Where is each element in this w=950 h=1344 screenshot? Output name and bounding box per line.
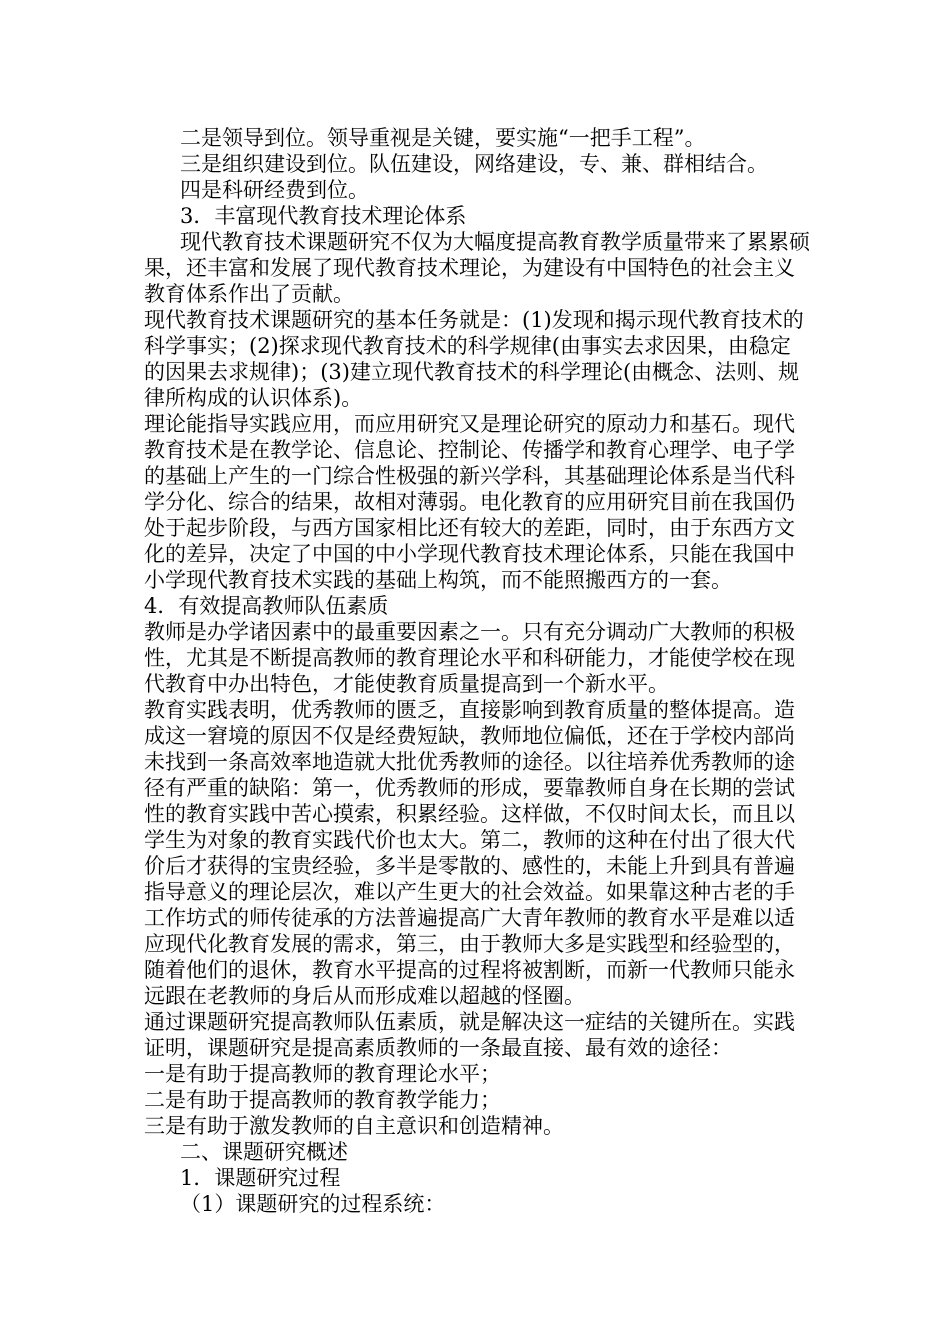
section-heading-overview: 二、课题研究概述 xyxy=(180,1140,348,1164)
paragraph-research-key: 通过课题研究提高教师队伍素质，就是解决这一症结的关键所在。实践证明，课题研究是提高素质教师的一条最直接、最有效的途径： xyxy=(144,1010,795,1060)
paragraph-theory-intro: 现代教育技术课题研究不仅为大幅度提高教育教学质量带来了累累硕果，还丰富和发展了现代教育技术理论，为建设有中国特色的社会主义教育体系作出了贡献。 xyxy=(144,230,810,306)
document-body xyxy=(144,125,810,1217)
list-item-creativity: 三是有助于激发教师的自主意识和创造精神。 xyxy=(144,1114,564,1138)
section-heading-teachers: 4．有效提高教师队伍素质 xyxy=(144,594,389,618)
subsection-heading-process: 1．课题研究过程 xyxy=(180,1166,341,1190)
paragraph-teacher-shortage: 教育实践表明，优秀教师的匮乏，直接影响到教育质量的整体提高。造成这一窘境的原因不仅是经费短缺，教师地位偏低，还在于学校内部尚未找到一条高效率地造就大批优秀教师的途径。以往培养优秀教师的途径有严重的缺陷：第一，优秀教师的形成，要靠教师自身在长期的尝试性的教育实践中苦心摸索，积累经验。这样做，不仅时间太长，而且以学生为对象的教育实践代价也太大。第二，教师的这种在付出了很大代价后才获得的宝贵经验，多半是零散的、感性的，未能上升到具有普遍指导意义的理论层次，难以产生更大的社会效益。如果靠这种古老的手工作坊式的师传徒承的方法普遍提高广大青年教师的教育水平是难以适应现代化教育发展的需求，第三，由于教师大多是实践型和经验型的，随着他们的退休，教育水平提高的过程将被割断，而新一代教师只能永远跟在老教师的身后从而形成难以超越的怪圈。 xyxy=(144,698,795,1008)
paragraph-funding: 四是科研经费到位。 xyxy=(180,178,369,202)
list-item-theory-level: 一是有助于提高教师的教育理论水平； xyxy=(144,1062,501,1086)
paragraph-leadership: 二是领导到位。领导重视是关键，要实施“一把手工程”。 xyxy=(180,126,706,150)
list-item-teaching-ability: 二是有助于提高教师的教育教学能力； xyxy=(144,1088,501,1112)
paragraph-teacher-importance: 教师是办学诸因素中的最重要因素之一。只有充分调动广大教师的积极性，尤其是不断提高教师的教育理论水平和科研能力，才能使学校在现代教育中办出特色，才能使教育质量提高到一个新水平。 xyxy=(144,620,795,696)
subsection-heading-process-system: （1）课题研究的过程系统： xyxy=(180,1192,446,1216)
section-heading-theory: 3．丰富现代教育技术理论体系 xyxy=(180,204,467,228)
paragraph-theory-practice: 理论能指导实践应用，而应用研究又是理论研究的原动力和基石。现代教育技术是在教学论、信息论、控制论、传播学和教育心理学、电子学的基础上产生的一门综合性极强的新兴学科，其基础理论体系是当代科学分化、综合的结果，故相对薄弱。电化教育的应用研究目前在我国仍处于起步阶段，与西方国家相比还有较大的差距，同时，由于东西方文化的差异，决定了中国的中小学现代教育技术理论体系，只能在我国中小学现代教育技术实践的基础上构筑，而不能照搬西方的一套。 xyxy=(144,412,795,592)
paragraph-basic-tasks: 现代教育技术课题研究的基本任务就是：(1)发现和揭示现代教育技术的科学事实；(2)探求现代教育技术的科学规律(由事实去求因果，由稳定的因果去求规律)；(3)建立现代教育技术的科学理论(由概念、法则、规律所构成的认识体系)。 xyxy=(144,308,804,410)
paragraph-organization: 三是组织建设到位。队伍建设，网络建设，专、兼、群相结合。 xyxy=(180,152,768,176)
